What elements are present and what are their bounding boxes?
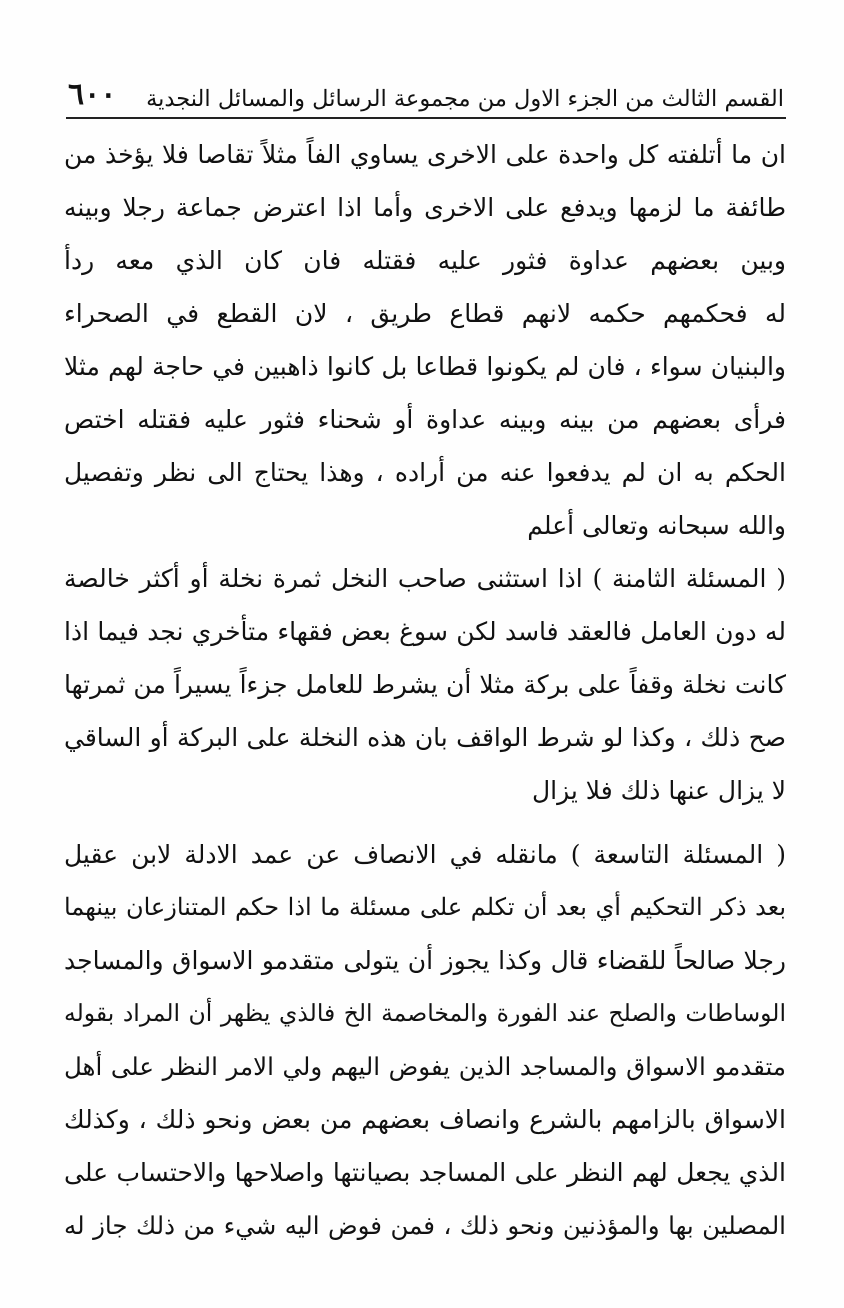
text-line: وبين بعضهم عداوة فثور عليه فقتله فان كان الذي معه ردأ xyxy=(64,246,786,275)
text-line: ( المسئلة الثامنة ) اذا استثنى صاحب النخل ثمرة نخلة أو أكثر خالصة xyxy=(64,564,786,593)
text-line: كانت نخلة وقفاً على بركة مثلا أن يشرط للعامل جزءاً يسيراً من ثمرتها xyxy=(64,670,786,699)
text-line: والبنيان سواء ، فان لم يكونوا قطاعا بل كانوا ذاهبين في حاجة لهم مثلا xyxy=(64,352,786,381)
text-line: ( المسئلة التاسعة ) مانقله في الانصاف عن عمد الادلة لابن عقيل xyxy=(64,840,786,869)
text-line: ان ما أتلفته كل واحدة على الاخرى يساوي الفاً مثلاً تقاصا فلا يؤخذ من xyxy=(64,140,786,169)
body-text xyxy=(64,128,786,1252)
text-line: له فحكمهم حكمه لانهم قطاع طريق ، لان القطع في الصحراء xyxy=(64,299,786,328)
page-number: ٦٠٠ xyxy=(68,77,117,112)
text-line: والله سبحانه وتعالى أعلم xyxy=(527,511,786,540)
text-line: رجلا صالحاً للقضاء قال وكذا يجوز أن يتولى متقدمو الاسواق والمساجد xyxy=(64,946,786,975)
running-title: القسم الثالث من الجزء الاول من مجموعة الرسائل والمسائل النجدية xyxy=(146,86,784,112)
text-line: المصلين بها والمؤذنين ونحو ذلك ، فمن فوض اليه شيء من ذلك جاز له xyxy=(64,1211,786,1240)
text-line: الاسواق بالزامهم بالشرع وانصاف بعضهم من بعض ونحو ذلك ، وكذلك xyxy=(64,1105,786,1134)
text-line: طائفة ما لزمها ويدفع على الاخرى وأما اذا اعترض جماعة رجلا وبينه xyxy=(64,193,786,222)
text-line: فرأى بعضهم من بينه وبينه عداوة أو شحناء فثور عليه فقتله اختص xyxy=(64,405,786,434)
text-line: بعد ذكر التحكيم أي بعد أن تكلم على مسئلة ما اذا حكم المتنازعان بينهما xyxy=(64,893,786,921)
header-divider xyxy=(66,117,786,119)
page-header xyxy=(68,64,784,112)
text-line: الوساطات والصلح عند الفورة والمخاصمة الخ فالذي يظهر أن المراد بقوله xyxy=(64,999,786,1027)
text-line: الذي يجعل لهم النظر على المساجد بصيانتها واصلاحها والاحتساب على xyxy=(64,1158,786,1187)
text-line: له دون العامل فالعقد فاسد لكن سوغ بعض فقهاء متأخري نجد فيما اذا xyxy=(64,617,786,646)
text-line: متقدمو الاسواق والمساجد الذين يفوض اليهم ولي الامر النظر على أهل xyxy=(64,1052,786,1081)
text-line: الحكم به ان لم يدفعوا عنه من أراده ، وهذا يحتاج الى نظر وتفصيل xyxy=(64,458,786,487)
text-line: لا يزال عنها ذلك فلا يزال xyxy=(531,776,786,805)
text-line: صح ذلك ، وكذا لو شرط الواقف بان هذه النخلة على البركة أو الساقي xyxy=(64,723,786,752)
